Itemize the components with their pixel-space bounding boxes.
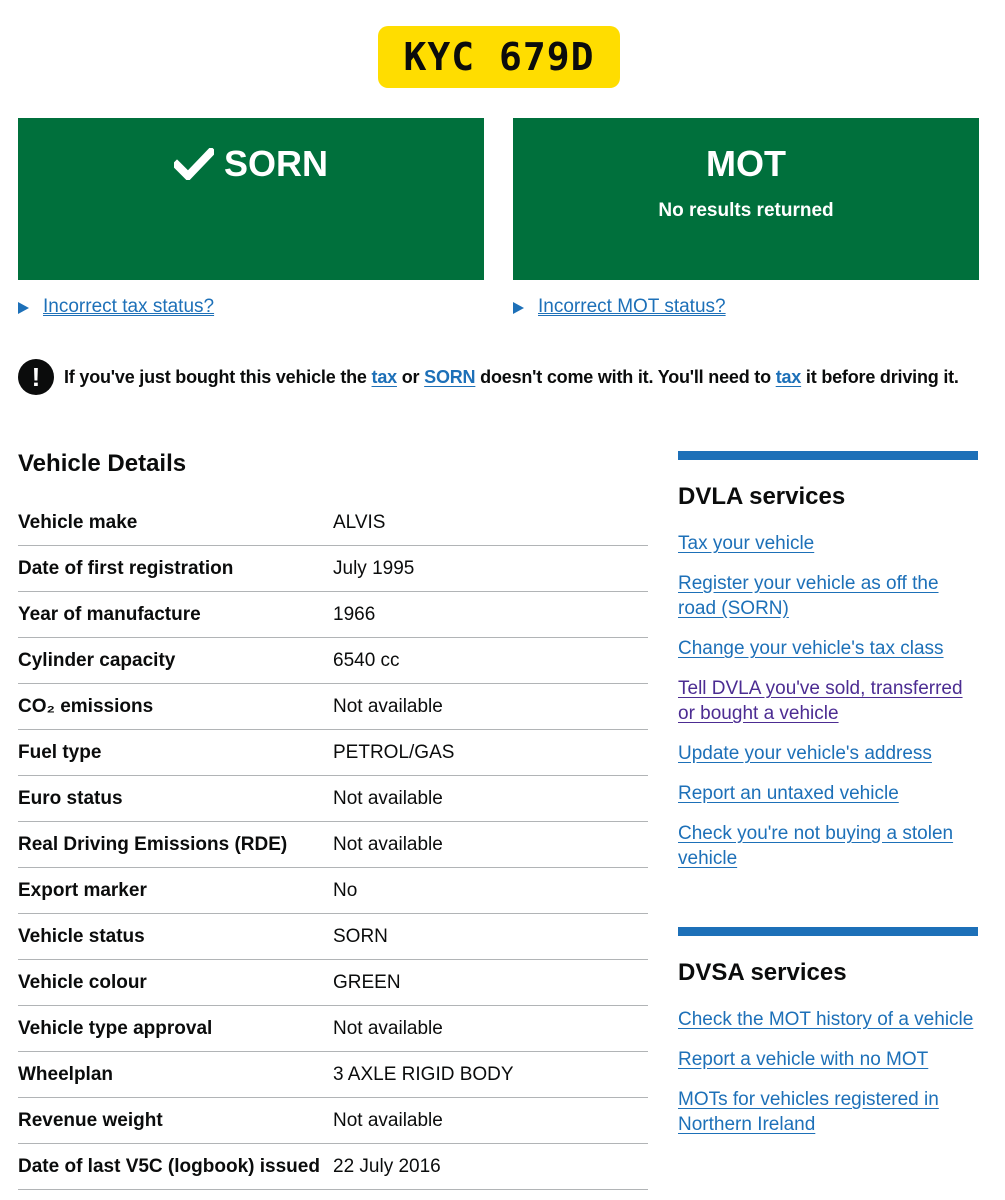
list-item xyxy=(678,676,978,726)
row-value: 6540 cc xyxy=(333,649,400,671)
details-row-co2-emissions xyxy=(18,684,648,730)
warning-notice xyxy=(18,359,988,395)
details-row-first-registration xyxy=(18,546,648,592)
tax-your-vehicle-link[interactable]: Tax your vehicle xyxy=(678,533,815,554)
triangle-right-icon xyxy=(513,302,524,314)
warning-text-part: or xyxy=(396,366,425,387)
details-row-make xyxy=(18,500,648,546)
row-value: 22 July 2016 xyxy=(333,1155,441,1177)
details-row-vehicle-colour xyxy=(18,960,648,1006)
dvla-services-panel xyxy=(678,451,978,886)
list-item xyxy=(678,741,978,766)
dvla-services-title: DVLA services xyxy=(678,483,846,510)
check-stolen-link[interactable]: Check you're not buying a stolen vehicle xyxy=(678,823,954,869)
mot-status-panel xyxy=(513,118,979,280)
warning-text-part: If you've just bought this vehicle the xyxy=(64,366,372,387)
incorrect-tax-status-toggle[interactable] xyxy=(18,296,214,318)
row-value: Not available xyxy=(333,787,443,809)
row-label: Date of last V5C (logbook) issued xyxy=(18,1155,320,1177)
row-value: July 1995 xyxy=(333,557,415,579)
update-address-link[interactable]: Update your vehicle's address xyxy=(678,743,932,764)
vehicle-details-title: Vehicle Details xyxy=(18,450,187,477)
check-icon xyxy=(174,148,214,180)
section-top-bar xyxy=(678,451,978,460)
list-item xyxy=(678,531,978,556)
tax-link[interactable]: tax xyxy=(371,366,397,387)
row-value: Not available xyxy=(333,1017,443,1039)
mot-status-heading xyxy=(513,142,979,186)
dvla-services-links xyxy=(678,531,978,871)
row-label: Vehicle colour xyxy=(18,971,147,993)
details-row-rde xyxy=(18,822,648,868)
row-label: CO₂ emissions xyxy=(18,695,154,717)
triangle-right-icon xyxy=(18,302,29,314)
row-label: Vehicle type approval xyxy=(18,1017,213,1039)
list-item xyxy=(678,781,978,806)
row-label: Date of first registration xyxy=(18,557,234,579)
details-row-vehicle-status xyxy=(18,914,648,960)
row-value: Not available xyxy=(333,1109,443,1131)
change-tax-class-link[interactable]: Change your vehicle's tax class xyxy=(678,638,944,659)
details-row-year-of-manufacture xyxy=(18,592,648,638)
incorrect-mot-status-toggle[interactable] xyxy=(513,296,726,318)
row-value: PETROL/GAS xyxy=(333,741,455,763)
tax-link-2[interactable]: tax xyxy=(775,366,802,387)
report-no-mot-link[interactable]: Report a vehicle with no MOT xyxy=(678,1049,929,1070)
details-row-euro-status xyxy=(18,776,648,822)
row-value: No xyxy=(333,879,358,901)
details-row-wheelplan xyxy=(18,1052,648,1098)
details-row-last-v5c xyxy=(18,1144,648,1190)
details-row-revenue-weight xyxy=(18,1098,648,1144)
section-top-bar xyxy=(678,927,978,936)
exclamation-icon: ! xyxy=(18,359,54,395)
mot-status-text: MOT xyxy=(706,143,786,184)
row-value: Not available xyxy=(333,833,443,855)
list-item xyxy=(678,1007,978,1032)
dvsa-services-title: DVSA services xyxy=(678,959,847,986)
dvsa-services-panel xyxy=(678,927,978,1152)
details-row-type-approval xyxy=(18,1006,648,1052)
row-label: Revenue weight xyxy=(18,1109,163,1131)
tax-status-text: SORN xyxy=(223,143,328,184)
row-label: Export marker xyxy=(18,879,147,901)
row-label: Euro status xyxy=(18,787,123,809)
incorrect-tax-status-label: Incorrect tax status? xyxy=(43,296,215,317)
mot-status-subtext: No results returned xyxy=(658,200,834,221)
row-label: Cylinder capacity xyxy=(18,649,176,671)
sorn-link[interactable]: SORN xyxy=(424,366,476,387)
row-value: SORN xyxy=(333,925,388,947)
tell-dvla-sold-link[interactable]: Tell DVLA you've sold, transferred or bought a vehicle xyxy=(678,678,963,724)
tax-status-panel xyxy=(18,118,484,280)
row-label: Wheelplan xyxy=(18,1063,114,1085)
row-label: Vehicle make xyxy=(18,511,138,533)
row-value: 1966 xyxy=(333,603,376,625)
list-item xyxy=(678,571,978,621)
warning-text xyxy=(64,367,959,388)
registration-plate: KYC 679D xyxy=(378,26,620,88)
vehicle-details-list xyxy=(18,500,648,1190)
warning-text-part: it before driving it. xyxy=(801,366,959,387)
row-label: Vehicle status xyxy=(18,925,145,947)
row-label: Year of manufacture xyxy=(18,603,201,625)
list-item xyxy=(678,1087,978,1137)
row-value: ALVIS xyxy=(333,511,386,533)
tax-status-heading xyxy=(18,142,484,186)
incorrect-mot-status-label: Incorrect MOT status? xyxy=(538,296,726,317)
list-item xyxy=(678,636,978,661)
row-value: GREEN xyxy=(333,971,401,993)
row-value: Not available xyxy=(333,695,443,717)
register-sorn-link[interactable]: Register your vehicle as off the road (SORN) xyxy=(678,573,939,619)
warning-text-part: doesn't come with it. You'll need to xyxy=(475,366,776,387)
mots-northern-ireland-link[interactable]: MOTs for vehicles registered in Northern Ireland xyxy=(678,1089,939,1135)
row-label: Real Driving Emissions (RDE) xyxy=(18,833,288,855)
list-item xyxy=(678,821,978,871)
row-value: 3 AXLE RIGID BODY xyxy=(333,1063,514,1085)
details-row-fuel-type xyxy=(18,730,648,776)
mot-history-link[interactable]: Check the MOT history of a vehicle xyxy=(678,1009,974,1030)
dvsa-services-links xyxy=(678,1007,978,1137)
report-untaxed-link[interactable]: Report an untaxed vehicle xyxy=(678,783,899,804)
details-row-export-marker xyxy=(18,868,648,914)
row-label: Fuel type xyxy=(18,741,102,763)
details-row-cylinder-capacity xyxy=(18,638,648,684)
list-item xyxy=(678,1047,978,1072)
